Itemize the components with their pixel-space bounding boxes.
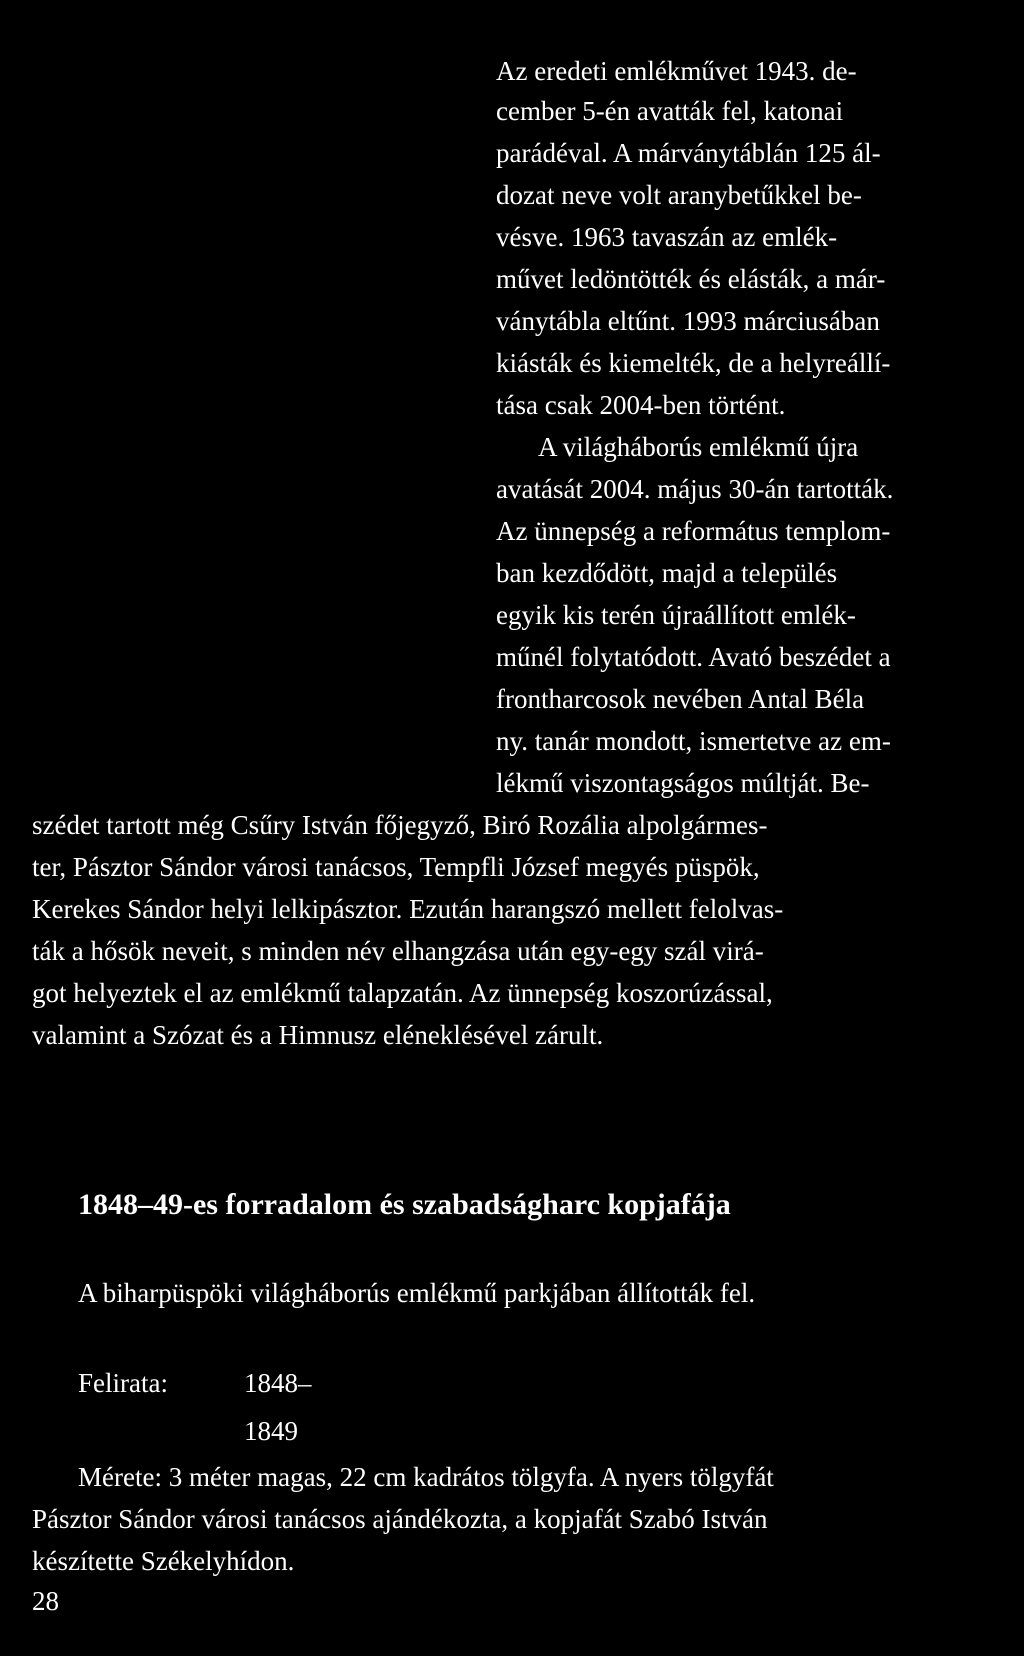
body-line: Az ünnepség a református templom-	[496, 516, 891, 546]
body-line: művet ledöntötték és elásták, a már-	[496, 264, 886, 294]
page-number: 28	[32, 1586, 59, 1616]
body-line: egyik kis terén újraállított emlék-	[496, 600, 856, 630]
body-line: ban kezdődött, majd a település	[496, 558, 838, 588]
body-line: lékmű viszontagságos múltját. Be-	[496, 768, 870, 798]
body-line: dozat neve volt aranybetűkkel be-	[496, 180, 862, 210]
body-line: avatását 2004. május 30-án tartották.	[496, 474, 894, 504]
body-line: műnél folytatódott. Avató beszédet a	[496, 642, 891, 672]
body-line: ták a hősök neveit, s minden név elhangzása után egy-egy szál virá-	[32, 936, 764, 966]
size-line: Pásztor Sándor városi tanácsos ajándékozta, a kopjafát Szabó István	[32, 1504, 768, 1534]
body-line: cember 5-én avatták fel, katonai	[496, 96, 844, 126]
body-line: ny. tanár mondott, ismertetve az em-	[496, 726, 891, 756]
body-line: A világháborús emlékmű újra	[538, 432, 859, 462]
section-heading: 1848–49-es forradalom és szabadságharc kopjafája	[78, 1188, 731, 1221]
body-line: Kerekes Sándor helyi lelkipásztor. Ezután harangszó mellett felolvas-	[32, 894, 784, 924]
body-line: frontharcosok nevében Antal Béla	[496, 684, 865, 714]
body-line: tása csak 2004-ben történt.	[496, 390, 786, 420]
body-line: szédet tartott még Csűry István főjegyző, Biró Rozália alpolgármes-	[32, 810, 768, 840]
size-line: készítette Székelyhídon.	[32, 1546, 295, 1576]
body-line: got helyeztek el az emlékmű talapzatán. Az ünnepség koszorúzással,	[32, 978, 773, 1008]
body-line: ter, Pásztor Sándor városi tanácsos, Tempfli József megyés püspök,	[32, 852, 760, 882]
inscription-line-1: 1848–	[244, 1368, 312, 1398]
size-line: Mérete: 3 méter magas, 22 cm kadrátos tölgyfa. A nyers tölgyfát	[78, 1462, 774, 1492]
body-line: parádéval. A márványtáblán 125 ál-	[496, 138, 881, 168]
inscription-line-2: 1849	[244, 1416, 298, 1446]
body-line: kiásták és kiemelték, de a helyreállí-	[496, 348, 891, 378]
body-line: valamint a Szózat és a Himnusz eléneklésével zárult.	[32, 1020, 604, 1050]
section-subtitle: A biharpüspöki világháborús emlékmű parkjában állították fel.	[78, 1278, 756, 1308]
body-line: Az eredeti emlékművet 1943. de-	[496, 56, 857, 86]
body-line: ványtábla eltűnt. 1993 márciusában	[496, 306, 880, 336]
inscription-label: Felirata:	[78, 1368, 168, 1398]
body-line: vésve. 1963 tavaszán az emlék-	[496, 222, 838, 252]
